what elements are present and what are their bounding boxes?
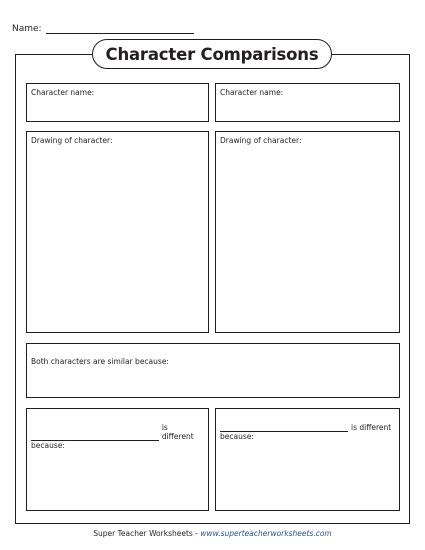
left-difference-blank[interactable] <box>31 432 159 441</box>
left-character-name-box[interactable] <box>26 83 209 122</box>
name-blank-line[interactable] <box>46 24 194 34</box>
name-label: Name: <box>12 24 42 34</box>
right-character-name-box[interactable] <box>215 83 400 122</box>
title-banner <box>92 39 332 69</box>
page-title: Character Comparisons <box>105 44 319 64</box>
right-drawing-box[interactable] <box>215 131 400 333</box>
right-character-name-label: Character name: <box>220 88 284 97</box>
left-drawing-box[interactable] <box>26 131 209 333</box>
left-difference-line <box>31 423 208 441</box>
right-difference-box[interactable] <box>215 408 400 511</box>
similarities-label: Both characters are similar because: <box>31 357 169 366</box>
footer <box>0 529 425 538</box>
right-because-label: because: <box>220 432 254 441</box>
left-difference-suffix: is different <box>161 423 194 441</box>
left-character-name-label: Character name: <box>31 88 95 97</box>
footer-url[interactable]: www.superteacherworksheets.com <box>200 529 332 538</box>
similarities-box[interactable] <box>26 343 400 398</box>
right-difference-blank[interactable] <box>220 423 348 432</box>
right-difference-line <box>220 423 399 432</box>
left-because-label: because: <box>31 441 65 450</box>
left-drawing-label: Drawing of character: <box>31 136 113 145</box>
left-difference-box[interactable] <box>26 408 209 511</box>
right-difference-suffix: is different <box>351 423 392 432</box>
name-field <box>12 24 194 34</box>
footer-brand: Super Teacher Worksheets - <box>93 529 198 538</box>
right-drawing-label: Drawing of character: <box>220 136 302 145</box>
